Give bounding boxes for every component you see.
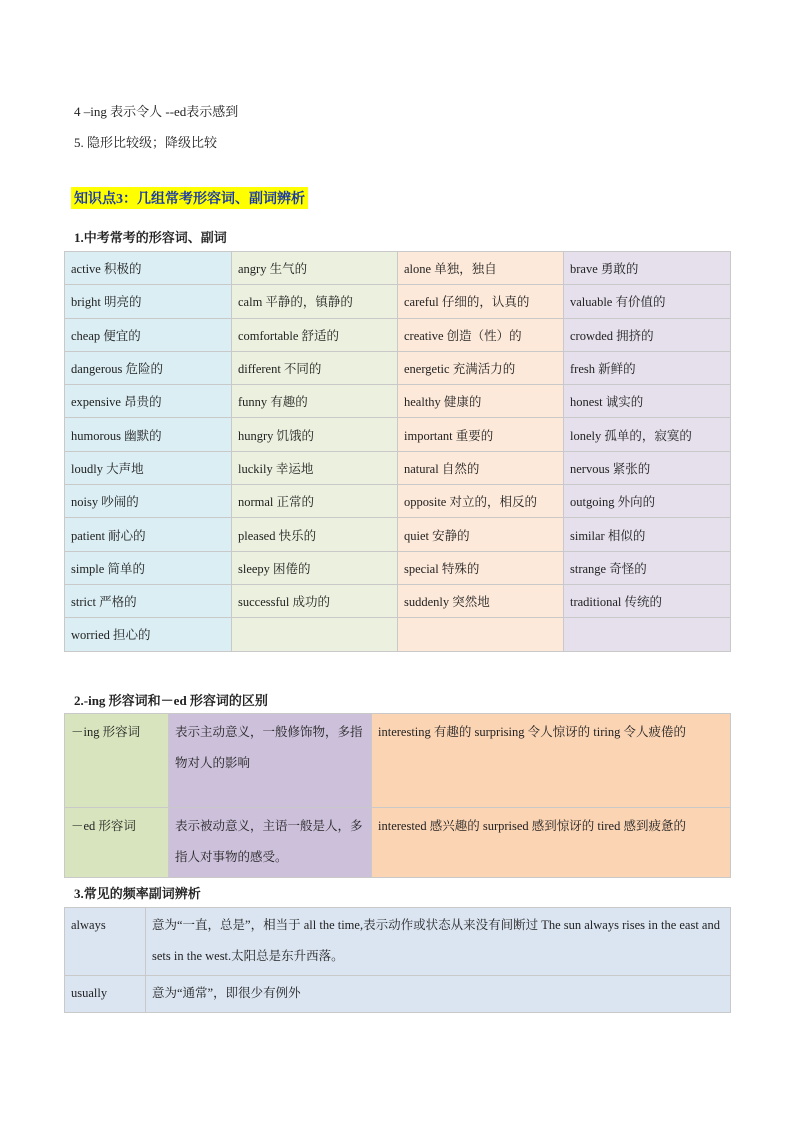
table-row	[65, 485, 731, 518]
adjective-cell: humorous 幽默的	[65, 418, 232, 451]
adjective-cell: comfortable 舒适的	[232, 318, 398, 351]
adjective-cell: important 重要的	[398, 418, 564, 451]
adverb-word-cell: usually	[65, 976, 146, 1013]
adjective-cell: traditional 传统的	[564, 584, 731, 617]
table-row	[65, 618, 731, 651]
adjective-cell	[564, 618, 731, 651]
adjective-cell: pleased 快乐的	[232, 518, 398, 551]
adjective-cell: sleepy 困倦的	[232, 551, 398, 584]
ing-ed-table	[64, 713, 731, 878]
adjective-cell	[398, 618, 564, 651]
knowledge-point-heading: 知识点3：几组常考形容词、副词辨析	[71, 187, 308, 209]
adjective-cell: valuable 有价值的	[564, 285, 731, 318]
table-row	[65, 252, 731, 285]
adjective-cell: fresh 新鲜的	[564, 351, 731, 384]
adjective-cell: outgoing 外向的	[564, 485, 731, 518]
adverb-word-cell: always	[65, 908, 146, 976]
adjective-cell: different 不同的	[232, 351, 398, 384]
ed-type-cell: －ed 形容词	[65, 808, 169, 878]
adjective-cell: dangerous 危险的	[65, 351, 232, 384]
section1-title: 1.中考常考的形容词、副词	[74, 230, 227, 245]
adjective-cell: angry 生气的	[232, 252, 398, 285]
frequency-adverb-table	[64, 907, 731, 1013]
adjective-cell: quiet 安静的	[398, 518, 564, 551]
adjective-cell: strict 严格的	[65, 584, 232, 617]
section3-title: 3.常见的频率副词辨析	[74, 886, 201, 901]
adjective-cell: expensive 昂贵的	[65, 385, 232, 418]
intro-line-2: 5. 隐形比较级；降级比较	[74, 135, 218, 150]
adjective-cell: calm 平静的，镇静的	[232, 285, 398, 318]
adjective-cell: hungry 饥饿的	[232, 418, 398, 451]
adjective-cell: normal 正常的	[232, 485, 398, 518]
adjective-cell: simple 简单的	[65, 551, 232, 584]
adverb-desc-cell: 意为“通常”，即很少有例外	[146, 976, 731, 1013]
section2-title: 2.-ing 形容词和－ed 形容词的区别	[74, 693, 268, 708]
adjective-cell: successful 成功的	[232, 584, 398, 617]
adjective-cell: crowded 拥挤的	[564, 318, 731, 351]
adjective-cell: energetic 充满活力的	[398, 351, 564, 384]
adjective-cell: worried 担心的	[65, 618, 232, 651]
adjective-cell: honest 诚实的	[564, 385, 731, 418]
table-row	[65, 418, 731, 451]
table-row	[65, 351, 731, 384]
table-row	[65, 551, 731, 584]
adjective-cell: special 特殊的	[398, 551, 564, 584]
table-row	[65, 451, 731, 484]
adjective-cell: careful 仔细的，认真的	[398, 285, 564, 318]
adjective-cell: suddenly 突然地	[398, 584, 564, 617]
ed-meaning-cell: 表示被动意义，主语一般是人，多指人对事物的感受。	[169, 808, 372, 878]
adjective-cell: loudly 大声地	[65, 451, 232, 484]
adverb-desc-cell: 意为“一直，总是”，相当于 all the time,表示动作或状态从来没有间断过 The sun always rises in the east and sets in the west.太阳总是东升西落。	[146, 908, 731, 976]
adjective-cell: patient 耐心的	[65, 518, 232, 551]
adjective-cell: opposite 对立的，相反的	[398, 485, 564, 518]
table-row	[65, 976, 731, 1013]
adjective-cell: strange 奇怪的	[564, 551, 731, 584]
adjective-cell: active 积极的	[65, 252, 232, 285]
ed-examples-cell: interested 感兴趣的 surprised 感到惊讶的 tired 感到疲惫的	[372, 808, 731, 878]
ing-examples-cell: interesting 有趣的 surprising 令人惊讶的 tiring 令人疲倦的	[372, 714, 731, 808]
adjective-cell: noisy 吵闹的	[65, 485, 232, 518]
intro-line-1: 4 –ing 表示令人 --ed表示感到	[74, 104, 239, 119]
table-row	[65, 808, 731, 878]
table-row	[65, 385, 731, 418]
table-row	[65, 714, 731, 808]
table-row	[65, 908, 731, 976]
table-row	[65, 285, 731, 318]
ing-meaning-cell: 表示主动意义，一般修饰物，多指物对人的影响	[169, 714, 372, 808]
adjective-cell: healthy 健康的	[398, 385, 564, 418]
table-row	[65, 518, 731, 551]
adjective-cell: natural 自然的	[398, 451, 564, 484]
adjective-cell: brave 勇敢的	[564, 252, 731, 285]
adjective-cell: funny 有趣的	[232, 385, 398, 418]
adjective-cell: bright 明亮的	[65, 285, 232, 318]
adjective-cell: cheap 便宜的	[65, 318, 232, 351]
ing-type-cell: －ing 形容词	[65, 714, 169, 808]
adjective-cell: lonely 孤单的，寂寞的	[564, 418, 731, 451]
table-row	[65, 584, 731, 617]
adjective-cell	[232, 618, 398, 651]
table-row	[65, 318, 731, 351]
adjective-cell: nervous 紧张的	[564, 451, 731, 484]
adjective-cell: luckily 幸运地	[232, 451, 398, 484]
adjective-cell: alone 单独，独自	[398, 252, 564, 285]
adjective-table	[64, 251, 731, 652]
adjective-cell: similar 相似的	[564, 518, 731, 551]
adjective-cell: creative 创造（性）的	[398, 318, 564, 351]
